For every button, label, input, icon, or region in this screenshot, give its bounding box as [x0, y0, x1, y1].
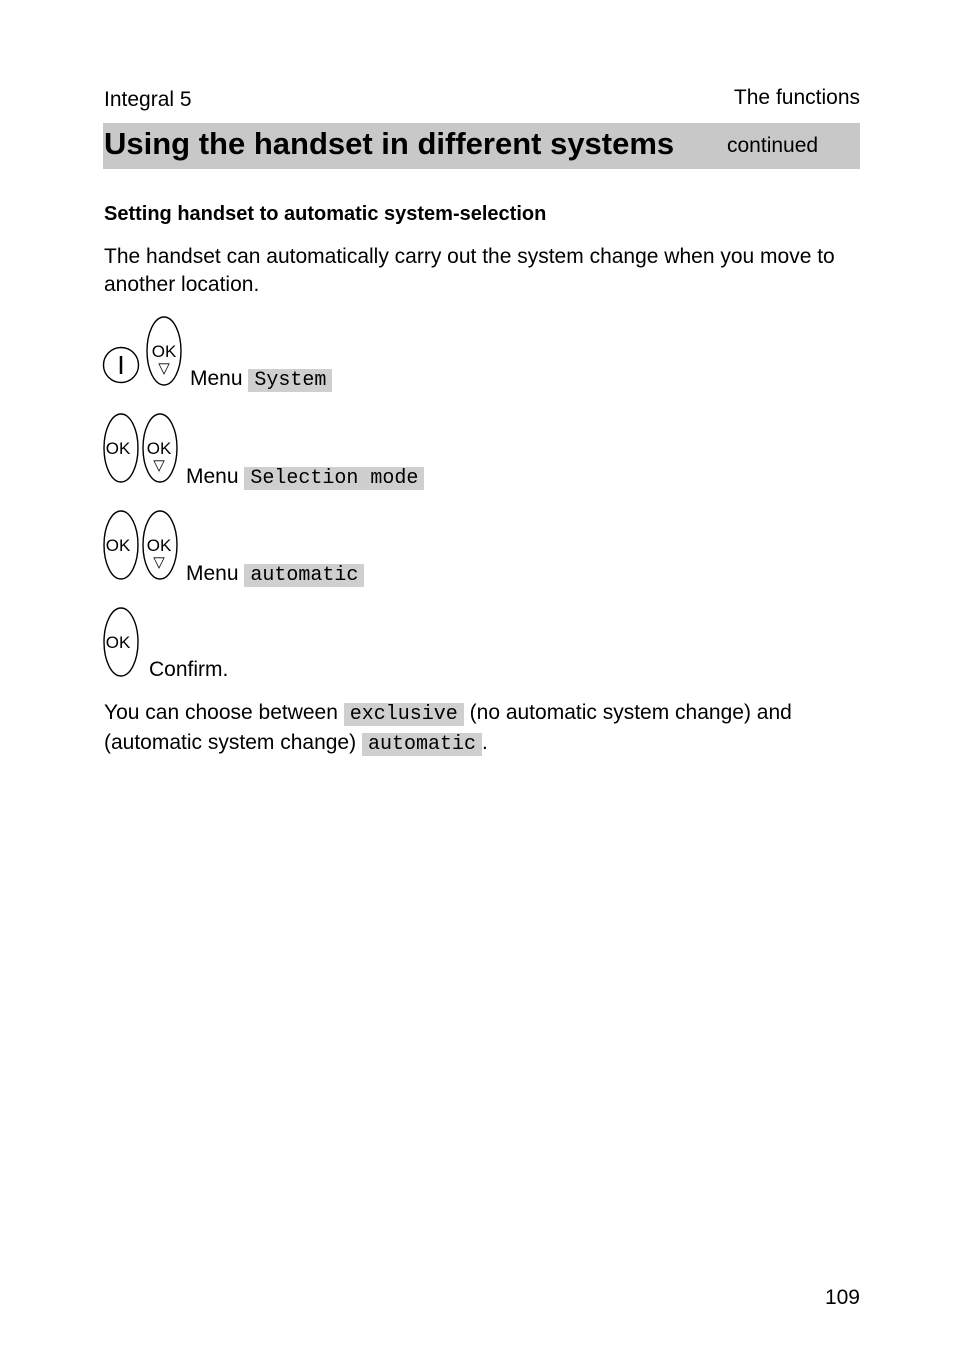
ok-down-key-icon [141, 413, 179, 488]
header-product-name: Integral 5 [104, 88, 192, 111]
step-3-text [186, 562, 364, 587]
menu-code: automatic [244, 564, 364, 587]
option-automatic: automatic [362, 733, 482, 756]
step-2-text [186, 465, 424, 490]
ok-key-label: OK [151, 342, 177, 361]
intro-paragraph: The handset can automatically carry out the system change when you move to another location. [104, 245, 835, 296]
continued-label: continued [727, 134, 819, 157]
options-text-2: (no automatic system change) and (automatic system change) [104, 701, 792, 754]
down-arrow-glyph: ▽ [153, 457, 165, 474]
menu-code: Selection mode [244, 467, 424, 490]
ok-key-label: OK [105, 633, 131, 652]
step-4-text: Confirm. [149, 658, 229, 681]
ok-key-label: OK [105, 536, 131, 555]
ok-down-key-icon [145, 316, 183, 391]
menu-code: System [248, 369, 332, 392]
options-text-1: You can choose between [104, 701, 338, 724]
options-text-3: . [481, 731, 488, 754]
step-label: Menu [190, 367, 243, 390]
section-heading: Setting handset to automatic system-selection [104, 203, 547, 225]
ok-key-label: OK [105, 439, 131, 458]
ok-down-key-icon [141, 510, 179, 585]
down-arrow-glyph: ▽ [158, 360, 170, 377]
ok-key-icon [102, 607, 140, 682]
step-label: Menu [186, 465, 239, 488]
ok-key-icon [102, 510, 140, 585]
ok-key-label: OK [146, 439, 172, 458]
options-paragraph [104, 699, 864, 759]
step-1-text [190, 367, 332, 392]
step-label: Menu [186, 562, 239, 585]
header-section-name: The functions [733, 86, 860, 109]
power-key-icon [102, 346, 140, 389]
page-title: Using the handset in different systems [104, 126, 675, 161]
down-arrow-glyph: ▽ [153, 554, 165, 571]
ok-key-icon [102, 413, 140, 488]
option-exclusive: exclusive [344, 703, 464, 726]
ok-key-label: OK [146, 536, 172, 555]
page-number: 109 [824, 1286, 860, 1309]
